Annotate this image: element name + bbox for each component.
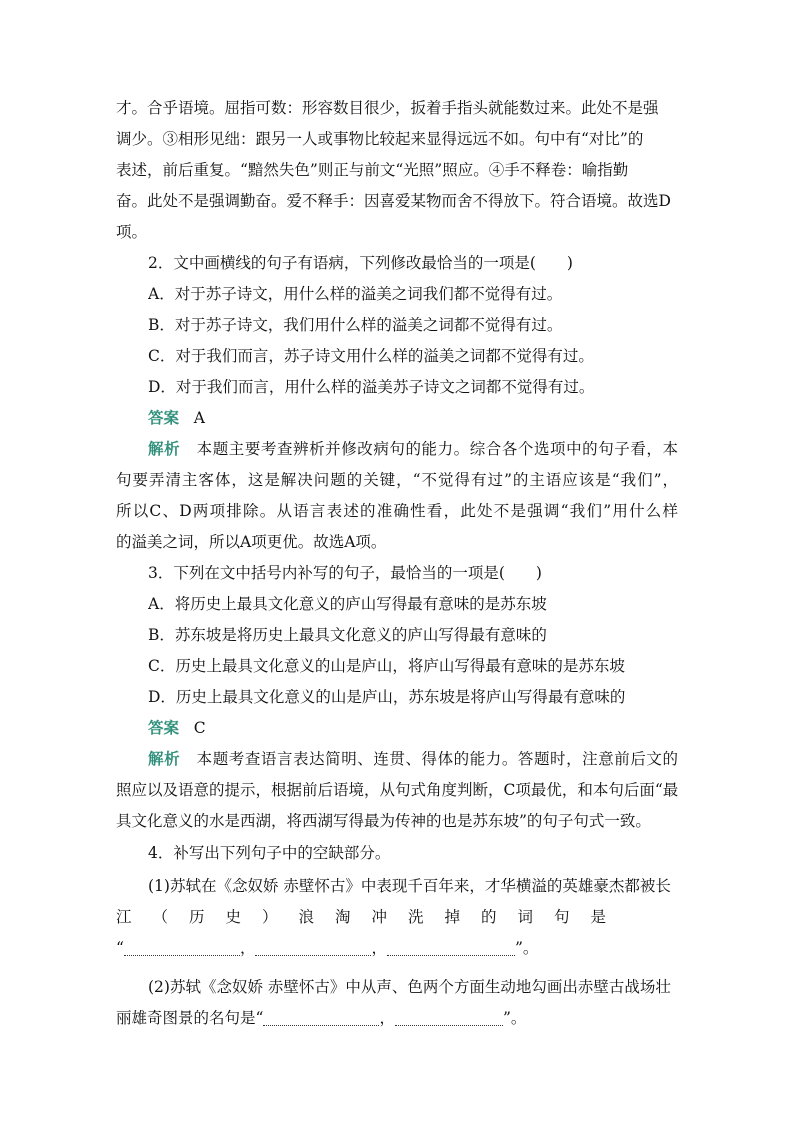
- q3-option-b: B．苏东坡是将历史上最具文化意义的庐山写得最有意味的: [148, 626, 547, 644]
- q3-option-c: C．历史上最具文化意义的山是庐山，将庐山写得最有意味的是苏东坡: [148, 657, 625, 675]
- comma: ，: [371, 939, 387, 957]
- q3-option-d: D．历史上最具文化意义的山是庐山，苏东坡是将庐山写得最有意味的: [148, 688, 626, 706]
- q3-analysis: [148, 749, 678, 769]
- analysis-text: 本题考查语言表达简明、连贯、得体的能力。答题时，注意前后文的: [196, 750, 678, 768]
- question-2-stem: 2．文中画横线的句子有语病，下列修改最恰当的一项是( ): [148, 254, 573, 272]
- fill-blank[interactable]: [387, 941, 515, 956]
- explanation-line: 项。: [116, 223, 148, 241]
- q4-part1-blanks: [116, 938, 678, 958]
- comma: ，: [239, 939, 256, 957]
- open-quote: “: [116, 939, 124, 957]
- question-4-stem: 4．补写出下列句子中的空缺部分。: [148, 844, 391, 862]
- analysis-line: 的溢美之词，所以A项更优。故选A项。: [116, 533, 387, 551]
- q2-option-c: C．对于我们而言，苏子诗文用什么样的溢美之词都不觉得有过。: [148, 347, 594, 365]
- fill-blank[interactable]: [395, 1011, 503, 1026]
- close-quote: ”。: [502, 1009, 527, 1027]
- q4-part2-blanks: [116, 1008, 678, 1028]
- answer-value: C: [193, 719, 206, 737]
- answer-label: 答案: [148, 718, 180, 737]
- analysis-line: 照应以及语意的提示，根据前后语境，从句式角度判断，C项最优，和本句后面“最: [116, 781, 678, 799]
- fill-blank[interactable]: [255, 941, 371, 956]
- q4-part2-text: 丽雄奇图景的名句是“: [116, 1009, 264, 1027]
- analysis-label: 解析: [148, 439, 181, 458]
- q2-option-b: B．对于苏子诗文，我们用什么样的溢美之词都不觉得有过。: [148, 316, 563, 334]
- q2-option-a: A．对于苏子诗文，用什么样的溢美之词我们都不觉得有过。: [148, 285, 563, 303]
- q3-option-a: A．将历史上最具文化意义的庐山写得最有意味的是苏东坡: [148, 595, 547, 613]
- comma: ，: [379, 1009, 395, 1027]
- explanation-line: 奋。此处不是强调勤奋。爱不释手：因喜爱某物而舍不得放下。符合语境。故选D: [116, 192, 671, 210]
- q4-part1-line: 江（历史）浪淘冲洗掉的词句是: [116, 908, 628, 926]
- q2-analysis: [148, 439, 678, 459]
- q2-answer: [148, 408, 678, 428]
- fill-blank[interactable]: [263, 1011, 379, 1026]
- q4-part2-line: (2)苏轼《念奴娇 赤壁怀古》中从声、色两个方面生动地勾画出赤壁古战场壮: [148, 978, 671, 996]
- q2-option-d: D．对于我们而言，用什么样的溢美苏子诗文之词都不觉得有过。: [148, 378, 595, 396]
- explanation-line: 表述，前后重复。“黯然失色”则正与前文“光照”照应。④手不释卷：喻指勤: [116, 161, 629, 179]
- analysis-text: 本题主要考查辨析并修改病句的能力。综合各个选项中的句子看，本: [196, 440, 678, 458]
- analysis-label: 解析: [148, 749, 181, 768]
- close-quote: ”。: [514, 939, 539, 957]
- q3-answer: [148, 718, 678, 738]
- q4-part1-line: (1)苏轼在《念奴娇 赤壁怀古》中表现千百年来，才华横溢的英雄豪杰都被长: [148, 877, 671, 895]
- answer-label: 答案: [148, 408, 180, 427]
- answer-value: A: [193, 409, 205, 427]
- explanation-line: 才。合乎语境。屈指可数：形容数目很少，扳着手指头就能数过来。此处不是强: [116, 99, 659, 117]
- analysis-line: 句要弄清主客体，这是解决问题的关键，“不觉得有过”的主语应该是“我们”，: [116, 471, 678, 489]
- analysis-line: 所以C、D两项排除。从语言表述的准确性看，此处不是强调“我们”用什么样: [116, 502, 678, 520]
- fill-blank[interactable]: [124, 941, 240, 956]
- explanation-line: 调少。③相形见绌：跟另一人或事物比较起来显得远远不如。句中有“对比”的: [116, 130, 644, 148]
- question-3-stem: 3．下列在文中括号内补写的句子，最恰当的一项是( ): [148, 564, 542, 582]
- analysis-line: 具文化意义的水是西湖，将西湖写得最为传神的也是苏东坡”的句子句式一致。: [116, 812, 651, 830]
